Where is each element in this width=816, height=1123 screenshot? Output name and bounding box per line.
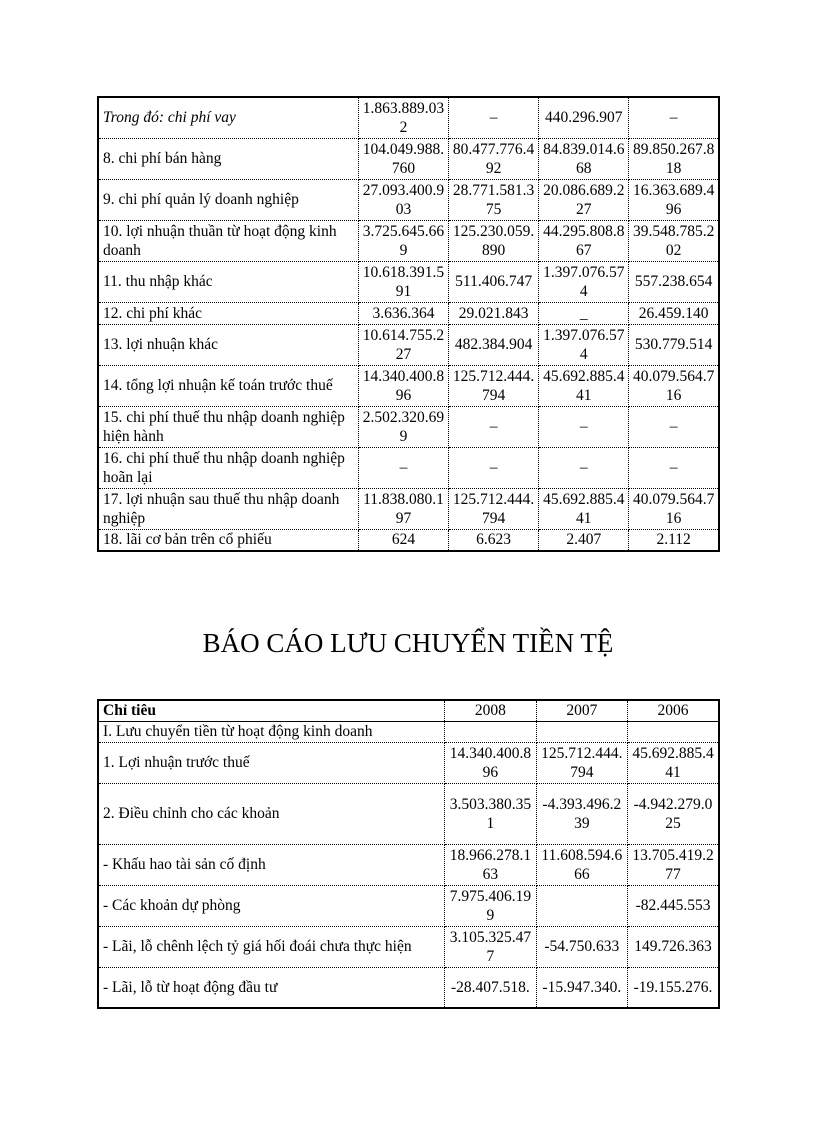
table-row — [98, 967, 719, 1008]
value-cell: -82.445.553 — [628, 885, 719, 926]
value-cell: 44.295.808.867 — [539, 220, 629, 261]
value-cell: 624 — [358, 529, 448, 551]
value-cell: 45.692.885.441 — [628, 742, 719, 783]
section-row — [98, 721, 719, 742]
value-cell: 3.105.325.477 — [445, 926, 536, 967]
value-cell: 3.503.380.351 — [445, 783, 536, 844]
row-label: Trong đó: chi phí vay — [98, 97, 358, 138]
row-label: 17. lợi nhuận sau thuế thu nhập doanh nghiệp — [98, 488, 358, 529]
value-cell: 3.725.645.669 — [358, 220, 448, 261]
row-label: - Các khoản dự phòng — [98, 885, 445, 926]
row-label: - Lãi, lỗ chênh lệch tỷ giá hối đoái chưa thực hiện — [98, 926, 445, 967]
row-label: 9. chi phí quản lý doanh nghiệp — [98, 179, 358, 220]
value-cell: 557.238.654 — [629, 261, 719, 302]
value-cell: 10.614.755.227 — [358, 324, 448, 365]
value-cell — [536, 885, 627, 926]
value-cell: 2.112 — [629, 529, 719, 551]
value-cell: 1.397.076.574 — [539, 324, 629, 365]
value-cell: 27.093.400.903 — [358, 179, 448, 220]
table-row — [98, 447, 719, 488]
row-label: 1. Lợi nhuận trước thuế — [98, 742, 445, 783]
value-cell: 530.779.514 — [629, 324, 719, 365]
value-cell: 29.021.843 — [449, 302, 539, 324]
value-cell: 1.397.076.574 — [539, 261, 629, 302]
value-cell: 511.406.747 — [449, 261, 539, 302]
value-cell: -4.393.496.239 — [536, 783, 627, 844]
row-label: 2. Điều chỉnh cho các khoản — [98, 783, 445, 844]
value-cell: 80.477.776.492 — [449, 138, 539, 179]
cash-flow-table — [97, 699, 720, 1009]
value-cell: 14.340.400.896 — [445, 742, 536, 783]
value-cell: 125.712.444.794 — [449, 488, 539, 529]
row-label: 13. lợi nhuận khác — [98, 324, 358, 365]
table-row — [98, 783, 719, 844]
value-cell: 7.975.406.199 — [445, 885, 536, 926]
value-cell: 40.079.564.716 — [629, 488, 719, 529]
value-cell: – — [449, 406, 539, 447]
value-cell: 440.296.907 — [539, 97, 629, 138]
table-row — [98, 844, 719, 885]
value-cell: – — [449, 97, 539, 138]
value-cell: 16.363.689.496 — [629, 179, 719, 220]
table-row — [98, 179, 719, 220]
table-row — [98, 926, 719, 967]
table-row — [98, 138, 719, 179]
table-row — [98, 406, 719, 447]
value-cell: 18.966.278.163 — [445, 844, 536, 885]
value-cell: _ — [539, 302, 629, 324]
value-cell: 45.692.885.441 — [539, 488, 629, 529]
row-label: 11. thu nhập khác — [98, 261, 358, 302]
header-year: 2008 — [445, 700, 536, 721]
value-cell: 11.608.594.666 — [536, 844, 627, 885]
value-cell: 26.459.140 — [629, 302, 719, 324]
value-cell: – — [539, 406, 629, 447]
value-cell: 104.049.988.760 — [358, 138, 448, 179]
row-label: 14. tổng lợi nhuận kế toán trước thuế — [98, 365, 358, 406]
table-row — [98, 365, 719, 406]
value-cell: 482.384.904 — [449, 324, 539, 365]
table-row — [98, 742, 719, 783]
section-label: I. Lưu chuyển tiền từ hoạt động kinh doanh — [98, 721, 445, 742]
value-cell: -15.947.340. — [536, 967, 627, 1008]
value-cell: – — [629, 447, 719, 488]
value-cell: 1.863.889.032 — [358, 97, 448, 138]
cash-flow-title: BÁO CÁO LƯU CHUYỂN TIỀN TỆ — [202, 628, 614, 658]
value-cell: 125.712.444.794 — [536, 742, 627, 783]
table-row — [98, 885, 719, 926]
value-cell: 28.771.581.375 — [449, 179, 539, 220]
row-label: 15. chi phí thuế thu nhập doanh nghiệp hiện hành — [98, 406, 358, 447]
table-row — [98, 324, 719, 365]
value-cell: 45.692.885.441 — [539, 365, 629, 406]
value-cell: 40.079.564.716 — [629, 365, 719, 406]
value-cell: 11.838.080.197 — [358, 488, 448, 529]
table-row — [98, 488, 719, 529]
value-cell: 2.407 — [539, 529, 629, 551]
value-cell: -4.942.279.025 — [628, 783, 719, 844]
value-cell: 125.230.059.890 — [449, 220, 539, 261]
value-cell: 39.548.785.202 — [629, 220, 719, 261]
value-cell: – — [449, 447, 539, 488]
table-header-row — [98, 700, 719, 721]
row-label: - Khấu hao tài sản cố định — [98, 844, 445, 885]
value-cell: 89.850.267.818 — [629, 138, 719, 179]
value-cell: 125.712.444.794 — [449, 365, 539, 406]
value-cell: 20.086.689.227 — [539, 179, 629, 220]
value-cell: -28.407.518. — [445, 967, 536, 1008]
row-label: 12. chi phí khác — [98, 302, 358, 324]
row-label: 16. chi phí thuế thu nhập doanh nghiệp hoãn lại — [98, 447, 358, 488]
value-cell: 14.340.400.896 — [358, 365, 448, 406]
value-cell: 2.502.320.699 — [358, 406, 448, 447]
value-cell: – — [629, 97, 719, 138]
table-row — [98, 97, 719, 138]
table-row — [98, 220, 719, 261]
value-cell: 10.618.391.591 — [358, 261, 448, 302]
value-cell: 84.839.014.668 — [539, 138, 629, 179]
value-cell: 3.636.364 — [358, 302, 448, 324]
value-cell: -54.750.633 — [536, 926, 627, 967]
row-label: 8. chi phí bán hàng — [98, 138, 358, 179]
value-cell: 6.623 — [449, 529, 539, 551]
table-row — [98, 302, 719, 324]
value-cell: – — [629, 406, 719, 447]
row-label: 18. lãi cơ bản trên cổ phiếu — [98, 529, 358, 551]
value-cell: 13.705.419.277 — [628, 844, 719, 885]
row-label: 10. lợi nhuận thuần từ hoạt động kinh doanh — [98, 220, 358, 261]
header-label: Chỉ tiêu — [98, 700, 445, 721]
value-cell: -19.155.276. — [628, 967, 719, 1008]
value-cell: – — [358, 447, 448, 488]
table-row — [98, 261, 719, 302]
value-cell: 149.726.363 — [628, 926, 719, 967]
header-year: 2007 — [536, 700, 627, 721]
value-cell: – — [539, 447, 629, 488]
table-row — [98, 529, 719, 551]
header-year: 2006 — [628, 700, 719, 721]
income-statement-table — [97, 96, 720, 552]
row-label: - Lãi, lỗ từ hoạt động đầu tư — [98, 967, 445, 1008]
